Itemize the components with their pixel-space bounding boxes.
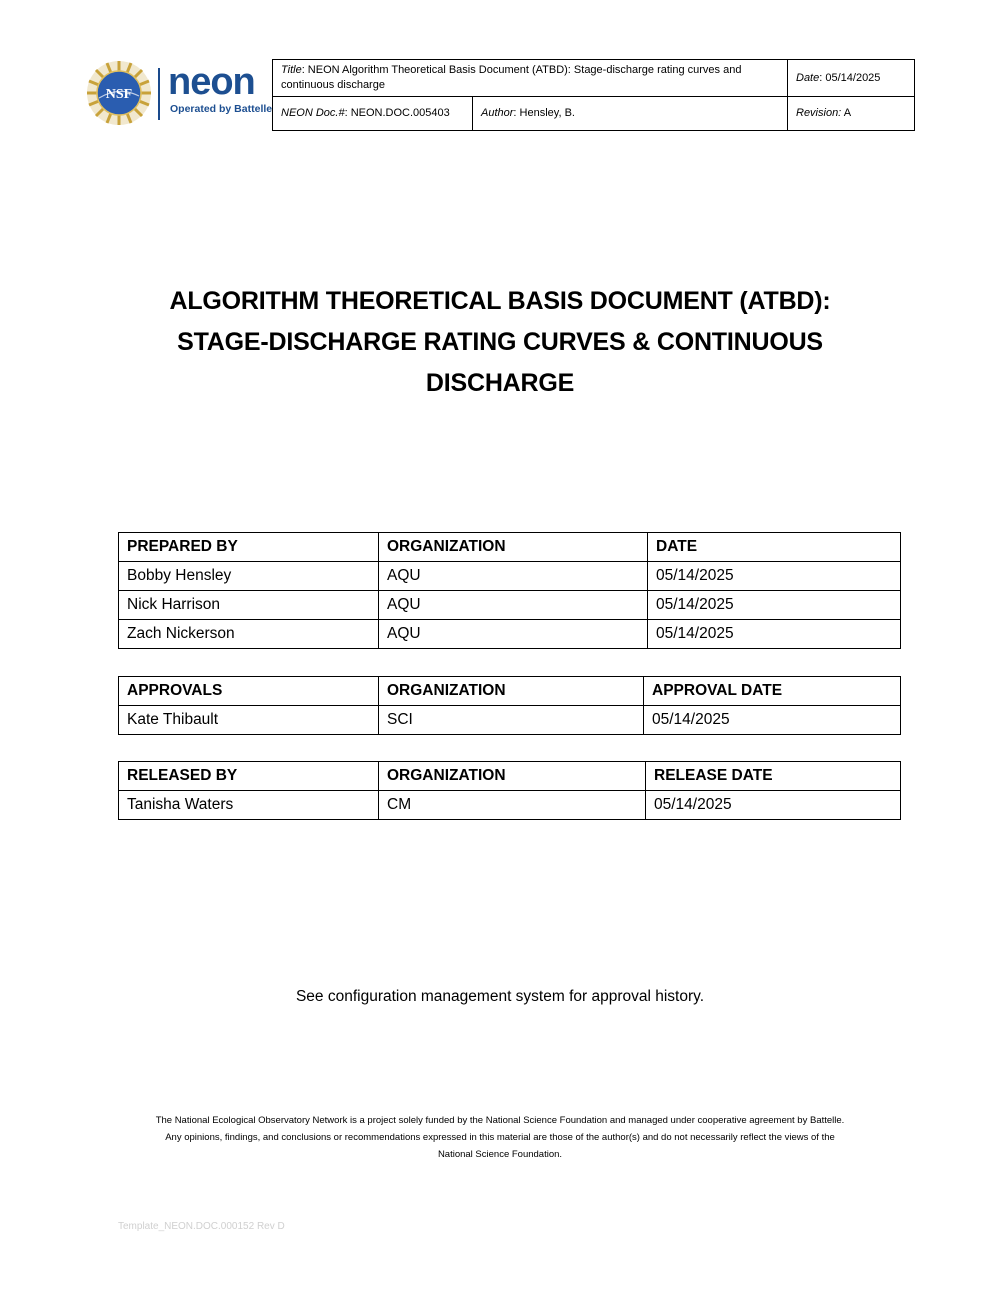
column-header: APPROVAL DATE: [644, 677, 901, 706]
document-title: [100, 281, 900, 404]
table-cell: CM: [379, 791, 646, 820]
column-header: RELEASE DATE: [646, 762, 901, 791]
table-row: [119, 706, 901, 735]
header-author-cell: [473, 97, 788, 131]
table-cell: 05/14/2025: [646, 791, 901, 820]
title-line-1: ALGORITHM THEORETICAL BASIS DOCUMENT (ATBD):: [169, 287, 831, 315]
doc-value: : NEON.DOC.005403: [344, 107, 450, 119]
title-value: : NEON Algorithm Theoretical Basis Document (ATBD): Stage-discharge rating curves and continuous discharge: [281, 64, 742, 91]
table-header-row: [119, 677, 901, 706]
revision-label: Revision:: [796, 107, 842, 119]
author-value: : Hensley, B.: [513, 107, 575, 119]
author-label: Author: [481, 107, 514, 119]
approvals-table: [118, 676, 901, 735]
neon-logo: [86, 60, 273, 130]
title-line-2: STAGE-DISCHARGE RATING CURVES & CONTINUOUS: [177, 328, 823, 356]
column-header: PREPARED BY: [119, 533, 379, 562]
document-header-table: [272, 59, 915, 131]
date-value: : 05/14/2025: [819, 71, 881, 84]
logo-tagline: Operated by Battelle: [170, 103, 273, 115]
table-cell: Zach Nickerson: [119, 620, 379, 649]
table-cell: 05/14/2025: [648, 562, 901, 591]
table-cell: AQU: [379, 620, 648, 649]
header-revision-cell: [788, 97, 915, 131]
title-label: Title: [281, 64, 302, 76]
title-line-3: DISCHARGE: [425, 369, 575, 397]
template-id: Template_NEON.DOC.000152 Rev D: [118, 1221, 285, 1232]
nsf-seal-text: NSF: [105, 87, 133, 102]
header-doc-cell: [273, 97, 473, 131]
table-header-row: [119, 533, 901, 562]
table-cell: 05/14/2025: [648, 591, 901, 620]
logo-divider: [158, 68, 160, 120]
table-cell: 05/14/2025: [644, 706, 901, 735]
disclaimer-line-1: The National Ecological Observatory Network is a project solely funded by the National Science Foundation and managed under cooperative agreement by Battelle.: [155, 1115, 845, 1126]
table-row: [119, 791, 901, 820]
date-label: Date: [796, 71, 820, 84]
table-cell: Tanisha Waters: [119, 791, 379, 820]
table-row: [119, 591, 901, 620]
table-cell: Kate Thibault: [119, 706, 379, 735]
column-header: ORGANIZATION: [379, 677, 644, 706]
column-header: ORGANIZATION: [379, 762, 646, 791]
table-cell: AQU: [379, 591, 648, 620]
column-header: RELEASED BY: [119, 762, 379, 791]
neon-wordmark: neon: [168, 61, 255, 103]
disclaimer-line-3: National Science Foundation.: [437, 1149, 563, 1160]
released-by-table: [118, 761, 901, 820]
approval-history-note: See configuration management system for approval history.: [295, 988, 705, 1005]
doc-label: NEON Doc.#: [281, 107, 345, 119]
table-header-row: [119, 762, 901, 791]
column-header: ORGANIZATION: [379, 533, 648, 562]
prepared-by-table: [118, 532, 901, 649]
table-cell: SCI: [379, 706, 644, 735]
table-row: [119, 620, 901, 649]
table-cell: Bobby Hensley: [119, 562, 379, 591]
column-header: DATE: [648, 533, 901, 562]
table-cell: Nick Harrison: [119, 591, 379, 620]
header-date-cell: [788, 60, 915, 97]
nsf-seal-icon: [86, 60, 152, 126]
disclaimer-line-2: Any opinions, findings, and conclusions or recommendations expressed in this material are those of the author(s) and do not necessarily reflect the views of the: [165, 1132, 835, 1143]
revision-value: A: [841, 107, 852, 119]
table-cell: AQU: [379, 562, 648, 591]
column-header: APPROVALS: [119, 677, 379, 706]
table-cell: 05/14/2025: [648, 620, 901, 649]
funding-disclaimer: [110, 1112, 890, 1163]
header-title-cell: [273, 60, 788, 97]
table-row: [119, 562, 901, 591]
